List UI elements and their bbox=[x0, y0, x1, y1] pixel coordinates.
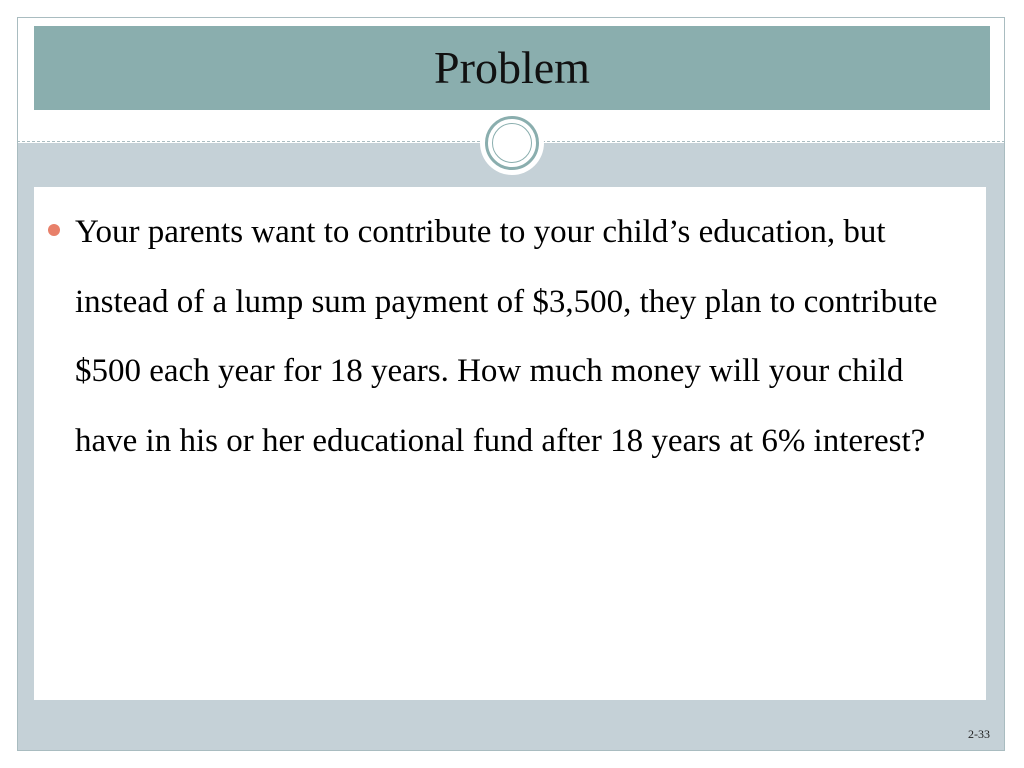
bullet-text: Your parents want to contribute to your child’s education, but instead of a lump sum payment of $3,500, they plan to contribute $500 each year for 18 years. How much money will your child have in his or her educational fund after 18 years at 6% interest? bbox=[75, 214, 938, 459]
page-number: 2-33 bbox=[968, 727, 990, 741]
circle-ornament-icon bbox=[485, 116, 539, 170]
slide-title: Problem bbox=[434, 42, 590, 93]
title-band bbox=[34, 26, 990, 110]
circle-ornament-inner bbox=[492, 123, 532, 163]
bullet-dot-icon bbox=[48, 224, 60, 236]
